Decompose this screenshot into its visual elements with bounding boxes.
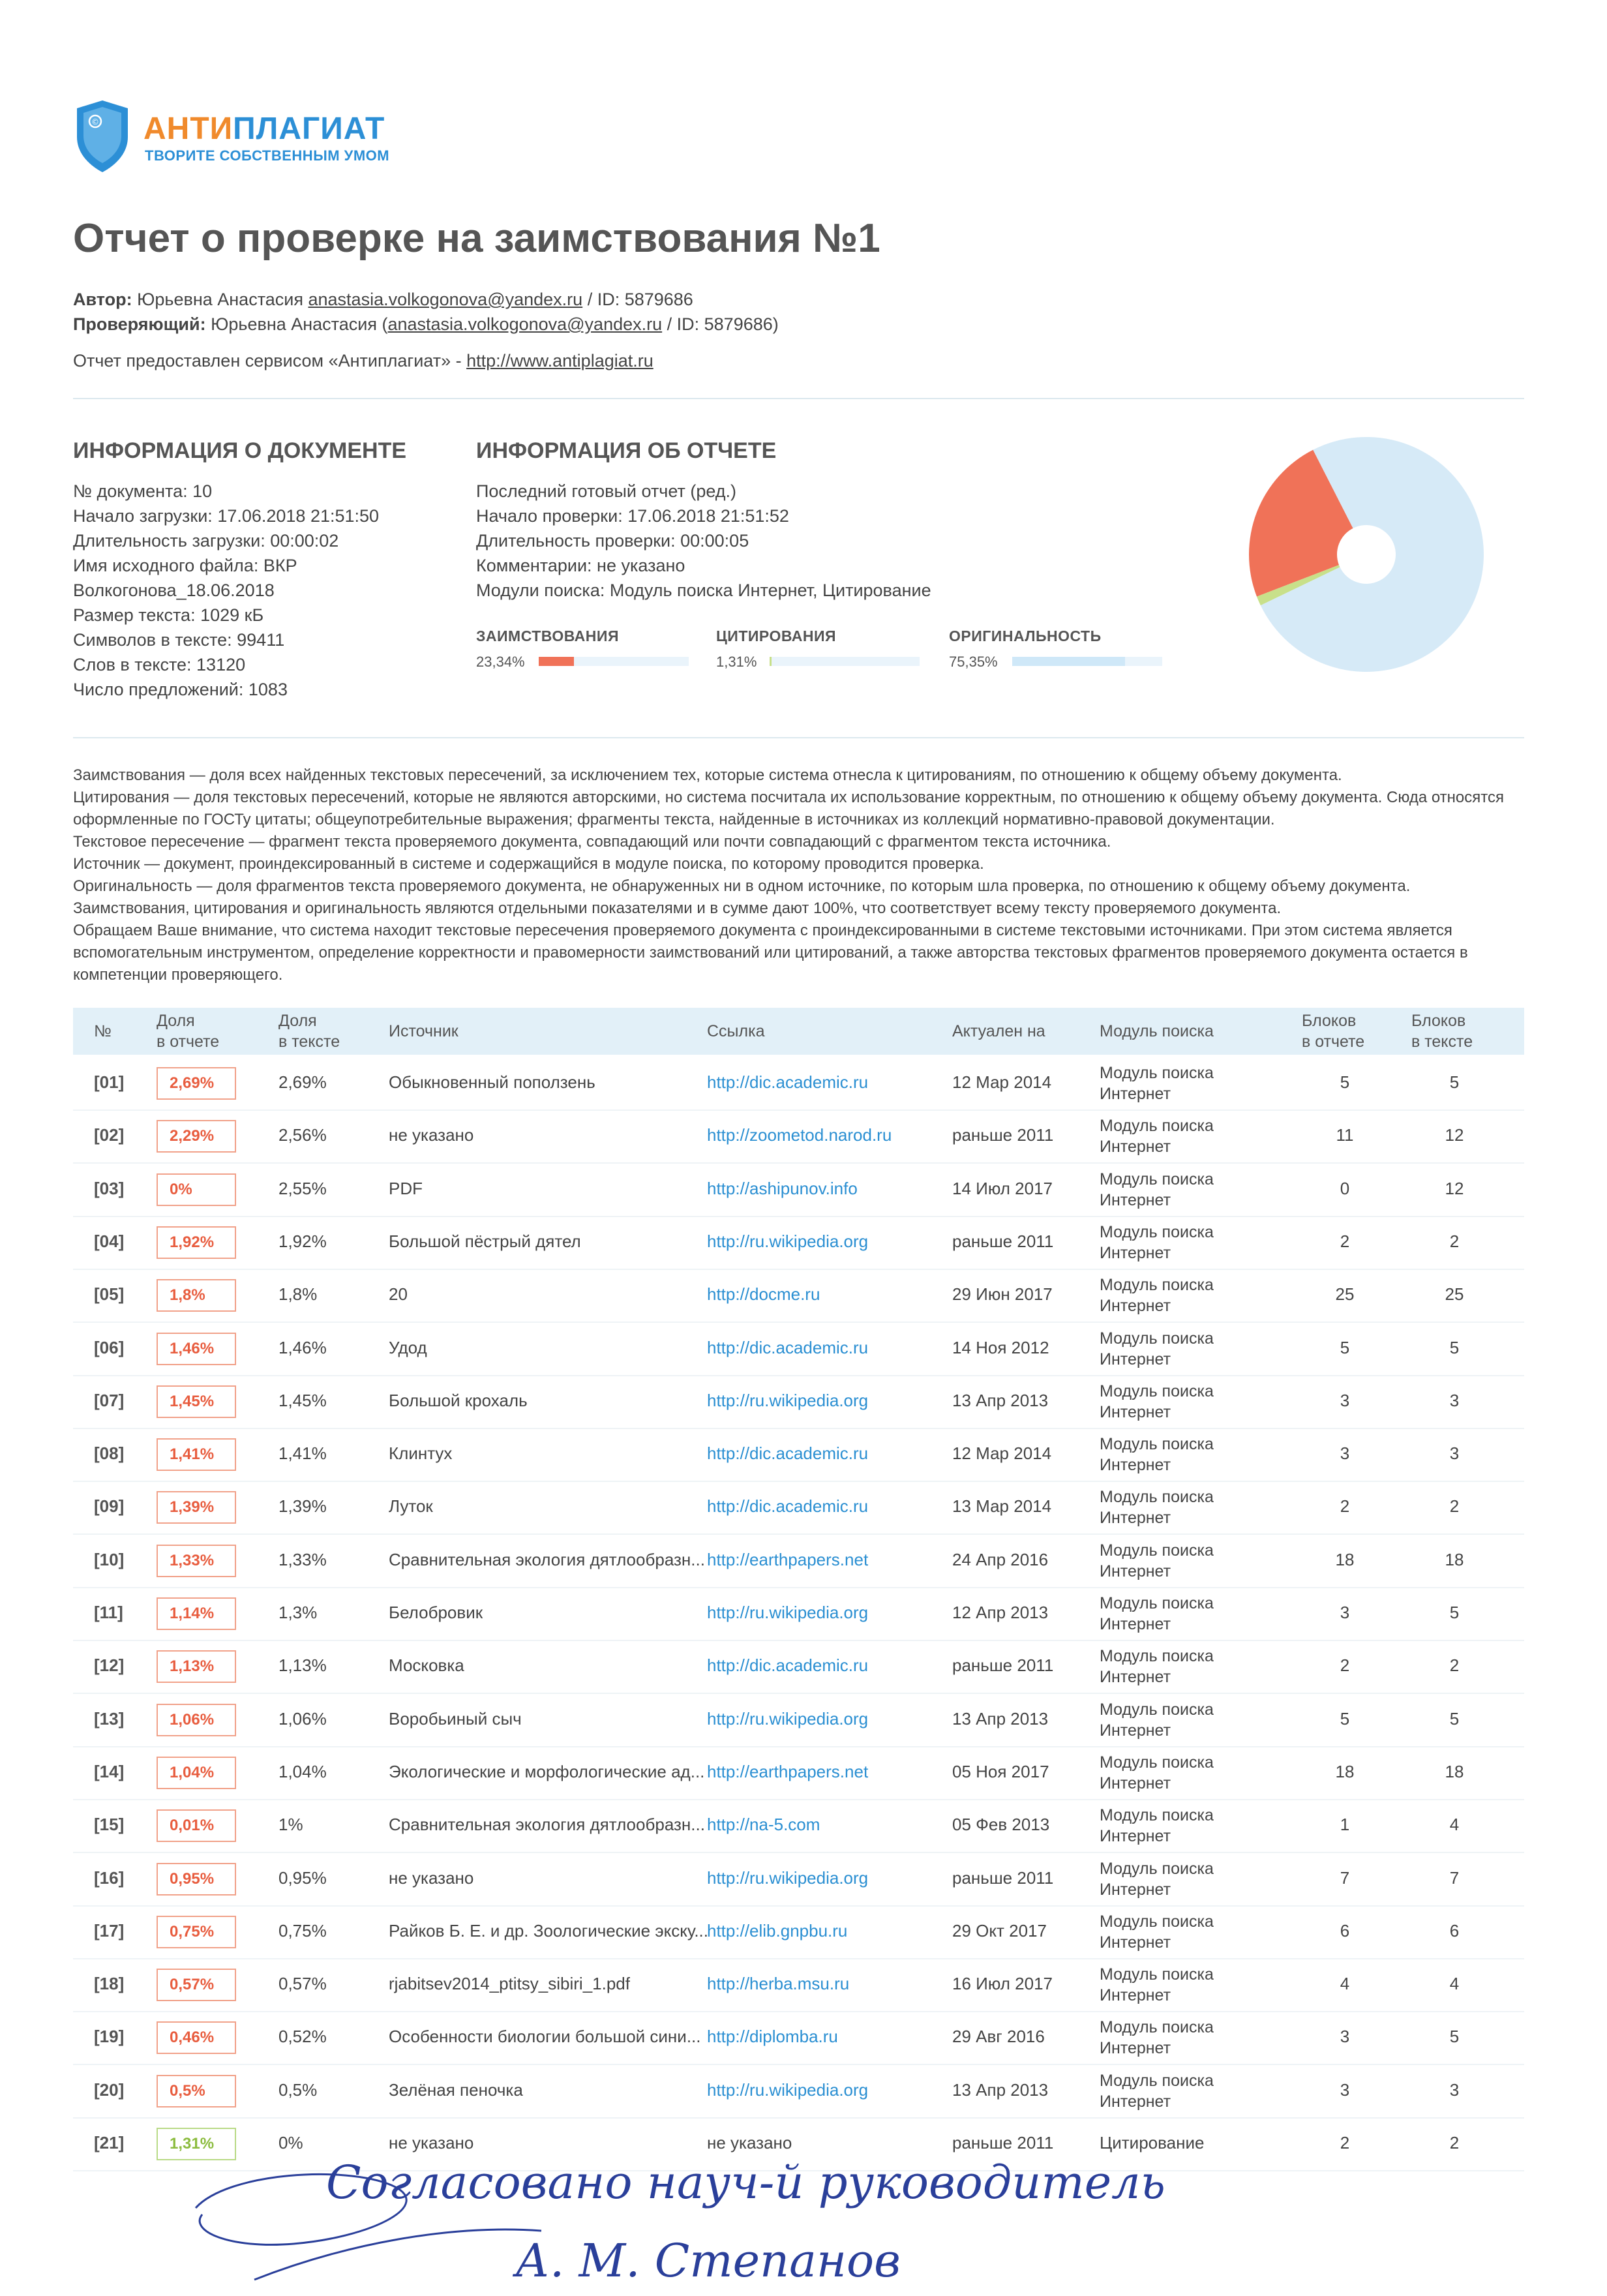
table-row[interactable] [73, 1693, 1524, 1747]
doc-info-line: Начало загрузки: 17.06.2018 21:51:50 [73, 506, 380, 526]
checker-id: / ID: 5879686) [662, 314, 779, 334]
row-module: Модуль поиска Интернет [1100, 1541, 1214, 1580]
row-blocks-report: 3 [1340, 2079, 1350, 2100]
row-blocks-text: 2 [1449, 2133, 1460, 2152]
row-number: [03] [94, 1178, 125, 1198]
row-blocks-report: 4 [1340, 1974, 1350, 1994]
borrowing-value: 23,34% [476, 654, 525, 670]
row-number: [17] [94, 1920, 125, 1941]
row-blocks-report: 18 [1335, 1761, 1355, 1781]
row-source: Луток [389, 1496, 433, 1517]
row-share-report: 0,95% [157, 1863, 236, 1896]
row-source: rjabitsev2014_ptitsy_sibiri_1.pdf [389, 1974, 630, 1994]
row-blocks-text: 18 [1445, 1761, 1464, 1781]
col-blocks-report-l1: Блоков [1302, 1012, 1357, 1030]
definition-originality: Оригинальность — доля фрагментов текста проверяемого документа, не обнаруженных ни в одном источнике, по которым шла проверка, по отношению к общему объему документа. [73, 877, 1411, 895]
row-number: [01] [94, 1072, 125, 1092]
row-number: [08] [94, 1443, 125, 1464]
row-link[interactable]: http://dic.academic.ru [707, 1655, 869, 1676]
row-actual-date: 13 Апр 2013 [952, 1390, 1049, 1410]
row-blocks-report: 7 [1340, 1867, 1350, 1888]
table-row[interactable] [73, 1269, 1524, 1323]
col-blocks-report-l2: в отчете [1302, 1033, 1365, 1051]
table-row[interactable] [73, 1163, 1524, 1217]
svg-text:©: © [91, 117, 99, 127]
row-number: [14] [94, 1761, 125, 1781]
row-source: Московка [389, 1655, 464, 1676]
col-no: № [94, 1022, 112, 1040]
row-blocks-report: 1 [1340, 1815, 1350, 1835]
row-link[interactable]: http://diplomba.ru [707, 2027, 838, 2047]
originality-bar [1012, 657, 1162, 666]
row-share-report: 1,45% [157, 1385, 236, 1418]
row-blocks-text: 5 [1449, 1337, 1460, 1357]
row-share-report: 1,46% [157, 1333, 236, 1365]
row-number: [20] [94, 2079, 125, 2100]
row-share-text: 1,3% [278, 1603, 318, 1622]
row-share-report: 1,31% [157, 2128, 236, 2160]
row-actual-date: 05 Фев 2013 [952, 1815, 1050, 1835]
row-blocks-text: 2 [1449, 1496, 1460, 1517]
row-module: Модуль поиска Интернет [1100, 1647, 1214, 1687]
checker-line [73, 314, 779, 335]
row-share-text: 0% [278, 2133, 303, 2152]
row-source: Клинтух [389, 1443, 453, 1464]
row-number: [07] [94, 1390, 125, 1410]
row-blocks-text: 4 [1449, 1815, 1460, 1835]
author-name: Юрьевна Анастасия [137, 290, 303, 309]
definition-borrowing: Заимствования — доля всех найденных текстовых пересечений, за исключением тех, которые система отнесла к цитированиям, по отношению к общему объему документа. [73, 766, 1342, 784]
col-source[interactable]: Источник [389, 1022, 458, 1040]
row-share-report: 1,92% [157, 1226, 236, 1259]
antiplagiat-logo[interactable] [73, 98, 412, 183]
row-actual-date: 14 Июл 2017 [952, 1178, 1053, 1198]
row-link[interactable]: http://elib.gnpbu.ru [707, 1920, 848, 1941]
doc-info-line: № документа: 10 [73, 481, 213, 501]
doc-info-line: Имя исходного файла: ВКР [73, 556, 297, 575]
row-share-text: 1,45% [278, 1390, 327, 1410]
checker-email-link[interactable]: anastasia.volkogonova@yandex.ru [387, 314, 663, 334]
originality-bar-fill [1012, 657, 1125, 666]
report-info-line: Модули поиска: Модуль поиска Интернет, Цитирование [476, 581, 931, 600]
row-module: Модуль поиска Интернет [1100, 1064, 1214, 1103]
row-number: [15] [94, 1815, 125, 1835]
doc-info-line: Размер текста: 1029 кБ [73, 605, 264, 625]
row-blocks-text: 5 [1449, 2027, 1460, 2047]
row-blocks-report: 2 [1340, 1655, 1350, 1676]
citation-bar-fill [770, 657, 772, 666]
row-module: Цитирование [1100, 2133, 1205, 2152]
row-source: Большой пёстрый дятел [389, 1231, 581, 1251]
table-row[interactable] [73, 1746, 1524, 1800]
table-row[interactable] [73, 1322, 1524, 1376]
row-share-text: 2,55% [278, 1178, 327, 1198]
signature-line2: А. М. Степанов [515, 2234, 901, 2288]
row-link[interactable]: http://ru.wikipedia.org [707, 2079, 869, 2100]
row-source: не указано [389, 2133, 474, 2152]
row-actual-date: 12 Мар 2014 [952, 1443, 1052, 1464]
table-row[interactable] [73, 1799, 1524, 1853]
row-link: не указано [707, 2133, 792, 2152]
row-module: Модуль поиска Интернет [1100, 1222, 1214, 1262]
logo-name-part1: АНТИ [143, 112, 233, 146]
row-share-report: 1,39% [157, 1491, 236, 1524]
row-source: не указано [389, 1867, 474, 1888]
row-link[interactable]: http://earthpapers.net [707, 1761, 869, 1781]
author-label: Автор: [73, 290, 132, 309]
borrowing-bar-fill [539, 657, 574, 666]
row-module: Модуль поиска Интернет [1100, 1488, 1214, 1528]
row-share-text: 0,75% [278, 1920, 327, 1941]
row-share-text: 0,52% [278, 2027, 327, 2047]
row-module: Модуль поиска Интернет [1100, 1912, 1214, 1952]
row-blocks-report: 3 [1340, 2027, 1350, 2047]
row-blocks-report: 6 [1340, 1920, 1350, 1941]
row-actual-date: 12 Апр 2013 [952, 1603, 1049, 1622]
originality-value: 75,35% [949, 654, 998, 670]
row-blocks-text: 2 [1449, 1655, 1460, 1676]
row-blocks-text: 25 [1445, 1284, 1464, 1305]
row-module: Модуль поиска Интернет [1100, 1965, 1214, 2005]
row-number: [19] [94, 2027, 125, 2047]
row-blocks-report: 18 [1335, 1549, 1355, 1569]
row-share-text: 2,69% [278, 1072, 327, 1092]
doc-info-line: Волкогонова_18.06.2018 [73, 581, 275, 600]
row-actual-date: 13 Апр 2013 [952, 2079, 1049, 2100]
row-number: [06] [94, 1337, 125, 1357]
row-blocks-text: 4 [1449, 1974, 1460, 1994]
row-source: Экологические и морфологические ад... [389, 1761, 705, 1781]
definition-citation: Цитирования — доля текстовых пересечений, которые не являются авторскими, но система посчитала их использование корректным, по отношению к общему объему документа. Сюда относятся оформленные по ГОСТу цитаты; общеупотребительные выражения; фрагменты текста, найденные в источниках из коллекций нормативно-правовой документации. [73, 789, 1504, 828]
doc-info-line: Длительность загрузки: 00:00:02 [73, 531, 339, 551]
citation-bar [770, 657, 920, 666]
col-blocks-report[interactable] [1302, 1010, 1364, 1052]
row-number: [11] [94, 1603, 123, 1622]
col-blocks-text-l2: в тексте [1411, 1033, 1473, 1051]
shield-icon [73, 98, 132, 174]
table-row[interactable] [73, 2064, 1524, 2119]
row-link[interactable]: http://dic.academic.ru [707, 1496, 869, 1517]
logo-slogan: ТВОРИТЕ СОБСТВЕННЫМ УМОМ [145, 147, 390, 164]
row-actual-date: 13 Апр 2013 [952, 1708, 1049, 1729]
row-share-report: 1,33% [157, 1545, 236, 1577]
row-blocks-report: 25 [1335, 1284, 1355, 1305]
row-number: [04] [94, 1231, 125, 1251]
row-source: Сравнительная экология дятлообразн... [389, 1815, 705, 1835]
author-id: / ID: 5879686 [587, 290, 693, 309]
row-actual-date: раньше 2011 [952, 1125, 1054, 1145]
row-source: Зелёная пеночка [389, 2079, 523, 2100]
originality-label: ОРИГИНАЛЬНОСТЬ [949, 627, 1102, 644]
row-share-text: 1,33% [278, 1549, 327, 1569]
row-blocks-report: 5 [1340, 1337, 1350, 1357]
row-actual-date: 13 Мар 2014 [952, 1496, 1052, 1517]
borrowing-label: ЗАИМСТВОВАНИЯ [476, 627, 619, 644]
row-blocks-text: 12 [1445, 1125, 1464, 1145]
row-number: [18] [94, 1974, 125, 1994]
row-link[interactable]: http://earthpapers.net [707, 1549, 869, 1569]
col-share-report[interactable] [157, 1010, 219, 1052]
divider [73, 737, 1524, 738]
row-share-report: 0,46% [157, 2021, 236, 2054]
row-share-text: 1,13% [278, 1655, 327, 1676]
row-blocks-text: 6 [1449, 1920, 1460, 1941]
row-module: Модуль поиска Интернет [1100, 1753, 1214, 1792]
row-source: Большой крохаль [389, 1390, 528, 1410]
author-email-link[interactable]: anastasia.volkogonova@yandex.ru [308, 290, 583, 309]
row-module: Модуль поиска Интернет [1100, 1117, 1214, 1156]
row-share-report: 0,01% [157, 1809, 236, 1842]
table-row[interactable] [73, 1852, 1524, 1907]
row-module: Модуль поиска Интернет [1100, 1170, 1214, 1209]
table-row[interactable] [73, 1428, 1524, 1482]
col-blocks-text-l1: Блоков [1411, 1012, 1466, 1030]
row-module: Модуль поиска Интернет [1100, 1435, 1214, 1475]
row-source: Обыкновенный поползень [389, 1072, 595, 1092]
row-share-text: 0,95% [278, 1867, 327, 1888]
row-share-report: 0,57% [157, 1969, 236, 2001]
row-blocks-report: 2 [1340, 1231, 1350, 1251]
row-source: не указано [389, 1125, 474, 1145]
row-blocks-report: 3 [1340, 1390, 1350, 1410]
row-actual-date: 29 Авг 2016 [952, 2027, 1045, 2047]
row-module: Модуль поиска Интернет [1100, 1329, 1214, 1368]
row-source: PDF [389, 1178, 423, 1198]
row-blocks-text: 3 [1449, 1390, 1460, 1410]
row-source: Воробьиный сыч [389, 1708, 522, 1729]
row-link[interactable]: http://na-5.com [707, 1815, 820, 1835]
row-module: Модуль поиска Интернет [1100, 1276, 1214, 1316]
row-actual-date: раньше 2011 [952, 1231, 1054, 1251]
row-share-report: 1,06% [157, 1704, 236, 1736]
table-row[interactable] [73, 1905, 1524, 1959]
logo-name [143, 111, 385, 147]
table-row[interactable] [73, 2011, 1524, 2065]
divider [73, 398, 1524, 399]
checker-label: Проверяющий: [73, 314, 206, 334]
definition-sum: Заимствования, цитирования и оригинальность являются отдельными показателями и в сумме дают 100%, что соответствует всему тексту проверяемого документа. [73, 899, 1282, 917]
checker-name: Юрьевна Анастасия ( [211, 314, 388, 334]
col-share-report-l1: Доля [157, 1012, 195, 1030]
row-share-report: 2,29% [157, 1120, 236, 1153]
row-share-report: 1,8% [157, 1279, 236, 1312]
row-actual-date: 05 Ноя 2017 [952, 1761, 1049, 1781]
col-blocks-text[interactable] [1411, 1010, 1473, 1052]
definition-source: Источник — документ, проиндексированный в системе и содержащийся в модуле поиска, по которому проводится проверка. [73, 855, 984, 873]
col-share-text-l1: Доля [278, 1012, 317, 1030]
antiplagiat-site-link[interactable]: http://www.antiplagiat.ru [466, 351, 653, 370]
row-share-report: 1,13% [157, 1650, 236, 1683]
provided-by-line [73, 351, 653, 371]
row-number: [13] [94, 1708, 125, 1729]
report-info-line: Начало проверки: 17.06.2018 21:51:52 [476, 506, 789, 526]
row-share-text: 0,57% [278, 1974, 327, 1994]
row-number: [09] [94, 1496, 125, 1517]
table-row[interactable] [73, 1481, 1524, 1535]
row-source: Удод [389, 1337, 427, 1357]
row-share-text: 1,8% [278, 1284, 318, 1305]
row-share-text: 1,06% [278, 1708, 327, 1729]
borrowing-bar [539, 657, 689, 666]
row-link[interactable]: http://ru.wikipedia.org [707, 1708, 869, 1729]
row-share-report: 1,41% [157, 1438, 236, 1471]
col-module[interactable]: Модуль поиска [1100, 1022, 1214, 1040]
row-module: Модуль поиска Интернет [1100, 1382, 1214, 1421]
col-actual[interactable]: Актуален на [952, 1022, 1045, 1040]
row-share-text: 1,46% [278, 1337, 327, 1357]
row-blocks-text: 3 [1449, 2079, 1460, 2100]
row-module: Модуль поиска Интернет [1100, 1859, 1214, 1899]
row-link[interactable]: http://docme.ru [707, 1284, 820, 1305]
row-blocks-report: 2 [1340, 2133, 1350, 2152]
row-source: Особенности биологии большой сини... [389, 2027, 701, 2047]
row-share-text: 0,5% [278, 2079, 318, 2100]
table-row[interactable] [73, 1216, 1524, 1270]
row-actual-date: раньше 2011 [952, 2133, 1054, 2152]
row-source: Сравнительная экология дятлообразн... [389, 1549, 705, 1569]
report-info-line: Комментарии: не указано [476, 556, 685, 575]
row-link[interactable]: http://ru.wikipedia.org [707, 1867, 869, 1888]
table-row[interactable] [73, 1057, 1524, 1111]
col-share-report-l2: в отчете [157, 1033, 220, 1051]
row-share-text: 1,92% [278, 1231, 327, 1251]
row-blocks-report: 0 [1340, 1178, 1350, 1198]
row-source: Райков Б. Е. и др. Зоологические экску... [389, 1920, 708, 1941]
table-row[interactable] [73, 1110, 1524, 1164]
row-blocks-text: 18 [1445, 1549, 1464, 1569]
row-link[interactable]: http://dic.academic.ru [707, 1072, 869, 1092]
row-link[interactable]: http://ru.wikipedia.org [707, 1603, 869, 1622]
row-share-report: 0,75% [157, 1916, 236, 1948]
signature-line1: Согласовано науч-й руководитель [326, 2156, 1165, 2209]
sources-table-header [73, 1008, 1524, 1055]
row-actual-date: раньше 2011 [952, 1867, 1054, 1888]
doc-info-line: Число предложений: 1083 [73, 680, 288, 699]
row-share-text: 1% [278, 1815, 303, 1835]
row-blocks-report: 2 [1340, 1496, 1350, 1517]
row-blocks-text: 5 [1449, 1603, 1460, 1622]
table-row[interactable] [73, 1958, 1524, 2012]
result-donut-chart [1246, 434, 1487, 675]
row-number: [12] [94, 1655, 125, 1676]
handwritten-signature [176, 2146, 1415, 2296]
report-info-line: Последний готовый отчет (ред.) [476, 481, 737, 501]
row-number: [10] [94, 1549, 125, 1569]
definitions-block [73, 764, 1534, 986]
row-actual-date: 24 Апр 2016 [952, 1549, 1049, 1569]
row-actual-date: 14 Ноя 2012 [952, 1337, 1049, 1357]
logo-name-part2: ПЛАГИАТ [233, 112, 385, 146]
row-share-report: 2,69% [157, 1067, 236, 1100]
row-link[interactable]: http://dic.academic.ru [707, 1337, 869, 1357]
row-share-text: 1,41% [278, 1443, 327, 1464]
row-share-text: 1,04% [278, 1761, 327, 1781]
row-number: [02] [94, 1125, 125, 1145]
row-share-report: 0% [157, 1173, 236, 1206]
row-number: [21] [94, 2133, 125, 2152]
citation-label: ЦИТИРОВАНИЯ [716, 627, 837, 644]
row-blocks-text: 2 [1449, 1231, 1460, 1251]
col-share-text[interactable] [278, 1010, 340, 1052]
row-actual-date: раньше 2011 [952, 1655, 1054, 1676]
row-actual-date: 29 Июн 2017 [952, 1284, 1053, 1305]
row-module: Модуль поиска Интернет [1100, 2071, 1214, 2111]
row-share-text: 2,56% [278, 1125, 327, 1145]
definition-notice: Обращаем Ваше внимание, что система находит текстовые пересечения проверяемого документа с проиндексированными в системе текстовыми источниками. При этом система является вспомогательным инструментом, определение корректности и правомерности заимствований или цитирований, а также авторства текстовых фрагментов проверяемого документа остается в компетенции проверяющего. [73, 922, 1468, 984]
row-actual-date: 29 Окт 2017 [952, 1920, 1047, 1941]
citation-value: 1,31% [716, 654, 757, 670]
report-info-line: Длительность проверки: 00:00:05 [476, 531, 749, 551]
row-share-report: 0,5% [157, 2075, 236, 2107]
row-actual-date: 12 Мар 2014 [952, 1072, 1052, 1092]
row-module: Модуль поиска Интернет [1100, 1700, 1214, 1740]
row-blocks-text: 5 [1449, 1708, 1460, 1729]
row-blocks-report: 5 [1340, 1072, 1350, 1092]
row-blocks-report: 11 [1336, 1125, 1354, 1145]
row-link[interactable]: http://dic.academic.ru [707, 1443, 869, 1464]
row-link[interactable]: http://ashipunov.info [707, 1178, 858, 1198]
row-module: Модуль поиска Интернет [1100, 1806, 1214, 1846]
row-blocks-text: 3 [1449, 1443, 1460, 1464]
row-number: [16] [94, 1867, 125, 1888]
row-link[interactable]: http://ru.wikipedia.org [707, 1231, 869, 1251]
provided-by-text: Отчет предоставлен сервисом «Антиплагиат» - [73, 351, 467, 370]
row-link[interactable]: http://zoometod.narod.ru [707, 1125, 892, 1145]
row-blocks-text: 7 [1449, 1867, 1460, 1888]
table-row[interactable] [73, 1375, 1524, 1429]
row-blocks-text: 12 [1445, 1178, 1464, 1198]
doc-info-title: ИНФОРМАЦИЯ О ДОКУМЕНТЕ [73, 438, 407, 463]
row-source: 20 [389, 1284, 408, 1305]
row-number: [05] [94, 1284, 125, 1305]
row-share-text: 1,39% [278, 1496, 327, 1517]
row-link[interactable]: http://ru.wikipedia.org [707, 1390, 869, 1410]
row-module: Модуль поиска Интернет [1100, 1594, 1214, 1633]
author-line [73, 290, 693, 310]
doc-info-line: Символов в тексте: 99411 [73, 630, 285, 650]
table-row[interactable] [73, 1640, 1524, 1694]
col-link[interactable]: Ссылка [707, 1022, 765, 1040]
row-share-report: 1,04% [157, 1757, 236, 1789]
row-blocks-report: 5 [1340, 1708, 1350, 1729]
row-module: Модуль поиска Интернет [1100, 2018, 1214, 2058]
page-title: Отчет о проверке на заимствования №1 [73, 216, 880, 261]
report-info-title: ИНФОРМАЦИЯ ОБ ОТЧЕТЕ [476, 438, 777, 463]
row-link[interactable]: http://herba.msu.ru [707, 1974, 850, 1994]
row-actual-date: 16 Июл 2017 [952, 1974, 1053, 1994]
row-blocks-report: 3 [1340, 1443, 1350, 1464]
doc-info-line: Слов в тексте: 13120 [73, 655, 246, 674]
table-row[interactable] [73, 1534, 1524, 1588]
table-row[interactable] [73, 1587, 1524, 1641]
row-blocks-text: 5 [1449, 1072, 1460, 1092]
row-share-report: 1,14% [157, 1597, 236, 1630]
col-share-text-l2: в тексте [278, 1033, 340, 1051]
row-blocks-report: 3 [1340, 1603, 1350, 1622]
row-source: Белобровик [389, 1603, 483, 1622]
definition-intersection: Текстовое пересечение — фрагмент текста проверяемого документа, совпадающий или почти совпадающий с фрагментом текста источника. [73, 833, 1111, 851]
